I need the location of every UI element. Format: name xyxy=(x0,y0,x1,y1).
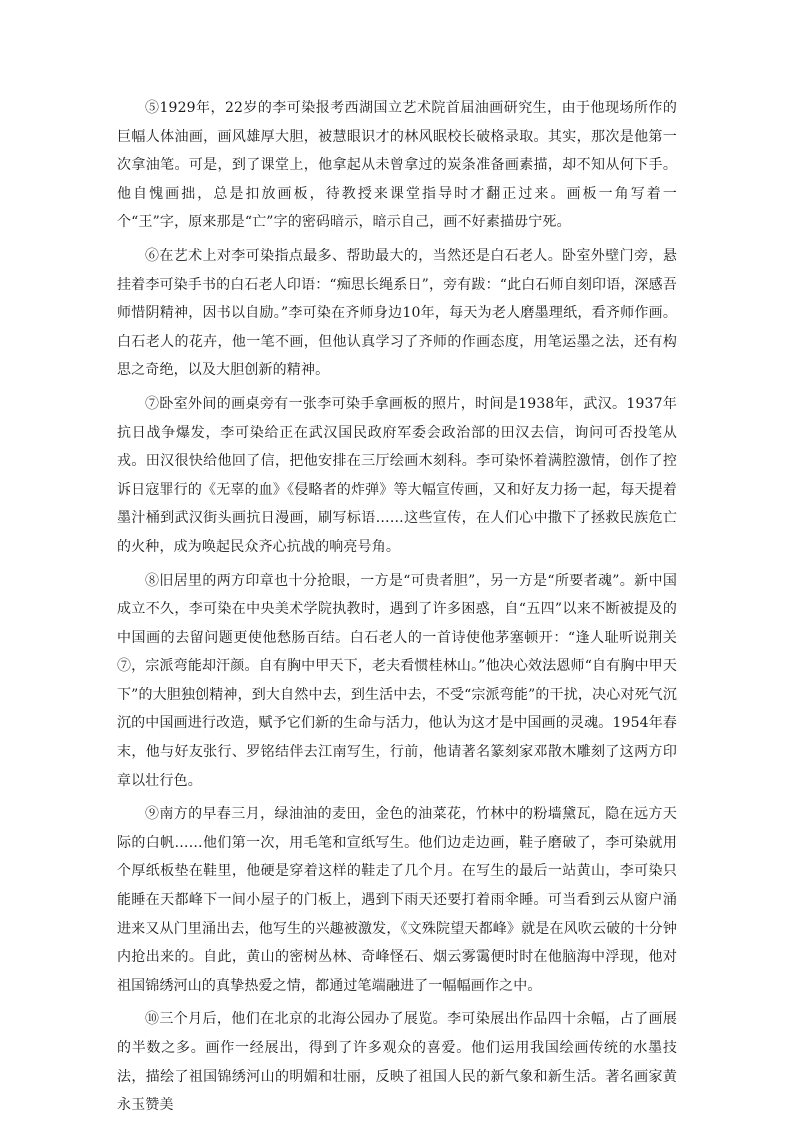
paragraph-6: ⑥在艺术上对李可染指点最多、帮助最大的，当然还是白石老人。卧室外壁门旁，悬挂着李可染手书的白石老人印语：“痴思长绳系日”，旁有跋：“此白石师自刻印语，深感吾师惜阴精神，因书以自励。”李可染在齐师身边10年，每天为老人磨墨理纸，看齐师作画。白石老人的花卉，他一笔不画，但他认真学习了齐师的作画态度，用笔运墨之法，还有构思之奇绝，以及大胆创新的精神。 xyxy=(117,247,677,379)
article-body xyxy=(117,94,677,1125)
paragraph-9: ⑨南方的早春三月，绿油油的麦田，金色的油菜花，竹林中的粉墙黛瓦，隐在远方天际的白帆……他们第一次，用毛笔和宣纸写生。他们边走边画，鞋子磨破了，李可染就用个厚纸板垫在鞋里，他硬是穿着这样的鞋走了几个月。在写生的最后一站黄山，李可染只能睡在天都峰下一间小屋子的门板上，遇到下雨天还要打着雨伞睡。可当看到云从窗户涌进来又从门里涌出去，他写生的兴趣被激发，《文殊院望天都峰》就是在风吹云破的十分钟内抢出来的。自此，黄山的密树丛林、奇峰怪石、烟云雾霭便时时在他脑海中浮现，他对祖国锦绣河山的真挚热爱之情，都通过笔端融进了一幅幅画作之中。 xyxy=(117,806,677,994)
paragraph-5: ⑤1929年，22岁的李可染报考西湖国立艺术院首届油画研究生，由于他现场所作的巨幅人体油画，画风雄厚大胆，被慧眼识才的林风眠校长破格录取。其实，那次是他第一次拿油笔。可是，到了课堂上，他拿起从未曾拿过的炭条准备画素描，却不知从何下手。他自愧画拙，总是扣放画板，待教授来课堂指导时才翻正过来。画板一角写着一个“王”字，原来那是“亡”字的密码暗示，暗示自己，画不好素描毋宁死。 xyxy=(117,100,677,231)
paragraph-10: ⑩三个月后，他们在北京的北海公园办了展览。李可染展出作品四十余幅，占了画展的半数之多。画作一经展出，得到了许多观众的喜爱。他们运用我国绘画传统的水墨技法，描绘了祖国锦绣河山的明媚和壮丽，反映了祖国人民的新气象和新生活。著名画家黄永玉赞美 xyxy=(117,1011,677,1114)
paragraph-8: ⑧旧居里的两方印章也十分抢眼，一方是“可贵者胆”，另一方是“所要者魂”。新中国成立不久，李可染在中央美术学院执教时，遇到了许多困惑，自“五四”以来不断被提及的中国画的去留问题更使他愁肠百结。白石老人的一首诗使他茅塞顿开：“逢人耻听说荆关⑦，宗派弯能却汗颜。自有胸中甲天下，老夫看惯桂林山。”他决心效法恩师“自有胸中甲天下”的大胆独创精神，到大自然中去，到生活中去，不受“宗派弯能”的干扰，决心对死气沉沉的中国画进行改造，赋予它们新的生命与活力，他认为这才是中国画的灵魂。1954年春末，他与好友张行、罗铭结伴去江南写生，行前，他请著名篆刻家邓散木雕刻了这两方印章以壮行色。 xyxy=(117,572,677,789)
paragraph-7: ⑦卧室外间的画桌旁有一张李可染手拿画板的照片，时间是1938年，武汉。1937年抗日战争爆发，李可染给正在武汉国民政府军委会政治部的田汉去信，询问可否投笔从戎。田汉很快给他回了信，把他安排在三厅绘画木刻科。李可染怀着满腔激情，创作了控诉日寇罪行的《无辜的血》《侵略者的炸弹》等大幅宣传画，又和好友力扬一起，每天提着墨汁桶到武汉街头画抗日漫画，刷写标语……这些宣传，在人们心中撒下了拯救民族危亡的火种，成为唤起民众齐心抗战的响亮号角。 xyxy=(117,395,677,555)
